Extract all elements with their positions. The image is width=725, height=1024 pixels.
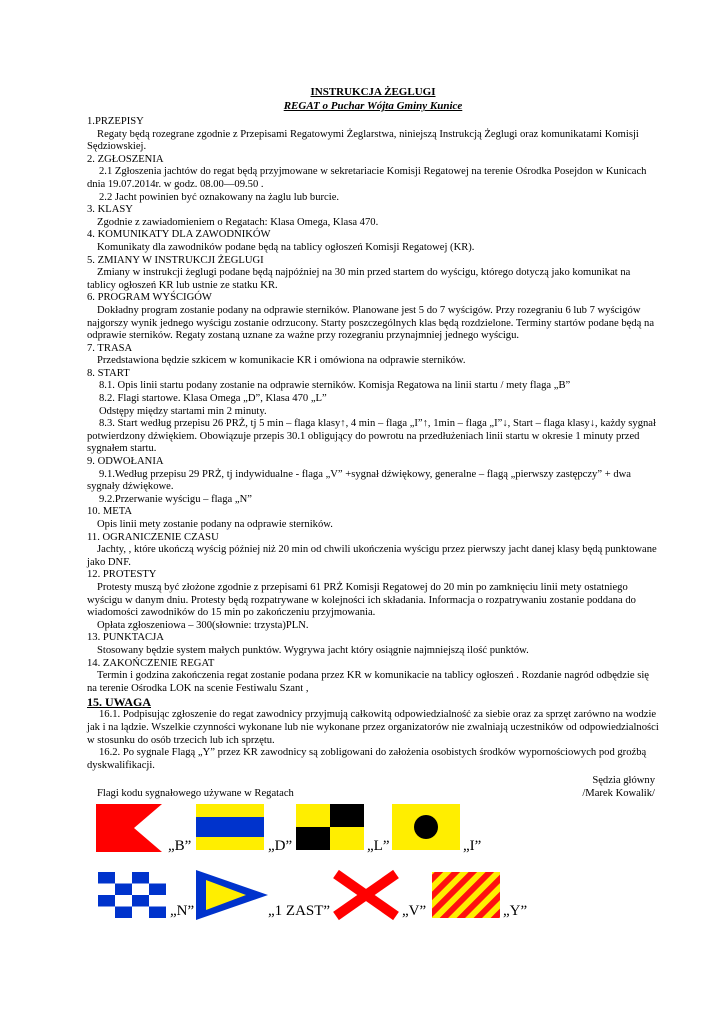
flag-label-d: „D”	[268, 838, 293, 854]
section-text: Opis linii mety zostanie podany na odprawie sterników.	[97, 519, 333, 530]
section-13	[87, 632, 659, 657]
section-heading: 10. META	[87, 506, 133, 518]
section-heading: 9. ODWOŁANIA	[87, 456, 164, 468]
flag-label-b: „B”	[168, 838, 192, 854]
flag-label-y: „Y”	[503, 903, 528, 919]
section-text: Zgodnie z zawiadomieniem o Regatach: Klasa Omega, Klasa 470.	[97, 216, 379, 228]
section-text: 8.3. Start według przepisu 26 PRŻ, tj 5 min – flaga klasy↑, 4 min – flaga „I”↑, 1min – flaga „I”↓, Start – flaga klasy↓, każdy sygnał potwierdzony dźwiękiem. Obowiązuje przepis 30.1 obligujący do powrotu na przedłużeniach linii startu w okresie 1 minuty przed sygnałem startu.	[87, 418, 656, 455]
flags-caption: Flagi kodu sygnałowego używane w Regatach	[97, 788, 294, 800]
section-heading: 15. UWAGA	[87, 695, 152, 710]
section-text: 9.1.Według przepisu 29 PRŻ, tj indywidualne - flaga „V” +sygnał dźwiękowy, generalne – flagą „pierwszy zastępczy” + dwa sygnały dźwiękowe.	[87, 468, 631, 493]
section-15	[87, 695, 659, 772]
section-7	[87, 343, 659, 368]
section-5	[87, 255, 659, 293]
section-heading: 14. ZAKOŃCZENIE REGAT	[87, 657, 215, 669]
section-text: 16.2. Po sygnale Flagą „Y” przez KR zawodnicy są zobligowani do założenia osobistych środków wypornościowych pod groźbą dyskwalifikacji.	[87, 747, 647, 771]
section-text: 2.1 Zgłoszenia jachtów do regat będą przyjmowane w sekretariacie Komisji Regatowej na terenie Ośrodka Posejdon w Kunicach dnia 19.07.2014r. w godz. 08.00—09.50 .	[87, 166, 647, 190]
section-text: 2.2 Jacht powinien być oznakowany na żaglu lub burcie.	[99, 191, 340, 203]
section-11	[87, 532, 659, 570]
section-text: Stosowany będzie system małych punktów. Wygrywa jacht który osiągnie najmniejszą ilość punktów.	[97, 644, 529, 656]
signature-role: Sędzia główny	[592, 775, 655, 787]
flag-n-icon	[98, 872, 166, 918]
flag-y-icon	[432, 872, 500, 918]
flag-first-substitute-icon	[196, 870, 268, 920]
section-2	[87, 154, 659, 204]
section-1	[87, 116, 659, 154]
document-subtitle: REGAT o Puchar Wójta Gminy Kunice	[283, 100, 463, 112]
section-heading: 5. ZMIANY W INSTRUKCJI ŻEGLUGI	[87, 254, 264, 266]
section-4	[87, 229, 659, 254]
signature-name: /Marek Kowalik/	[582, 788, 655, 800]
section-6	[87, 292, 659, 342]
document	[87, 86, 659, 813]
section-text: Przedstawiona będzie szkicem w komunikacie KR i omówiona na odprawie sterników.	[97, 355, 466, 367]
section-text: Zmiany w instrukcji żeglugi podane będą najpóźniej na 30 min przed startem do wyścigu, którego dotyczą jako komunikat na tablicy ogłoszeń KR lub ustnie ze statku KR.	[87, 267, 631, 291]
flag-label-l: „L”	[367, 838, 390, 854]
section-8	[87, 368, 659, 456]
section-12	[87, 569, 659, 632]
section-text: Opłata zgłoszeniowa – 300(słownie: trzysta)PLN.	[97, 619, 309, 631]
section-heading: 13. PUNKTACJA	[87, 632, 164, 644]
flag-label-first-substitute: „1 ZAST”	[268, 903, 331, 919]
section-heading: 2. ZGŁOSZENIA	[87, 153, 164, 165]
section-text: 8.2. Flagi startowe. Klasa Omega „D”, Klasa 470 „L”	[99, 393, 327, 405]
section-14	[87, 658, 659, 696]
flag-label-v: „V”	[402, 903, 427, 919]
section-9	[87, 456, 659, 506]
section-text: Termin i godzina zakończenia regat zostanie podana przez KR w komunikacie na tablicy ogłoszeń . Rozdanie nagród odbędzie się na terenie Ośrodka LOK na scenie Festiwalu Szant ,	[87, 670, 649, 694]
section-text: 16.1. Podpisując zgłoszenie do regat zawodnicy przyjmują całkowitą odpowiedzialność za siebie oraz za sprzęt zarówno na wodzie jak i na lądzie. Wszelkie czynności wykonane lub nie wykonane przez organizatorów nie zwalniają uczestników od odpowiedzialności w stosunku do osób trzecich lub ich sprzętu.	[87, 709, 659, 746]
section-text: Dokładny program zostanie podany na odprawie sterników. Planowane jest 5 do 7 wyścigów. Przy rozegraniu 6 lub 7 wyścigów najgorszy wynik jednego wyścigu zostanie odrzucony. Starty poszczególnych klas będą rozdzielone. Terminy startów podane będą na odprawie sterników. Regaty zostaną uznane za ważne przy rozegraniu przynajmniej jednego wyścigu.	[87, 304, 655, 342]
section-text: 9.2.Przerwanie wyścigu – flaga „N”	[99, 493, 252, 505]
section-heading: 8. START	[87, 367, 130, 379]
section-text: 8.1. Opis linii startu podany zostanie na odprawie sterników. Komisja Regatowa na linii startu / mety flaga „B”	[99, 380, 571, 392]
signature-block	[87, 775, 659, 813]
flag-label-n: „N”	[170, 903, 195, 919]
section-text: Protesty muszą być złożone zgodnie z przepisami 61 PRŻ Komisji Regatowej do 20 min po zamknięciu linii mety ostatniego wyścigu w danym dniu. Protesty będą rozpatrywane w kolejności ich składania. Informacja o rozpatrywaniu zostanie poddana do wiadomości zawodników do 15 min po zakończeniu przyjmowania.	[87, 581, 636, 619]
section-heading: 12. PROTESTY	[87, 569, 157, 581]
section-10	[87, 506, 659, 531]
section-text: Jachty, , które ukończą wyścig później niż 20 min od chwili ukończenia wyścigu przez pierwszy jacht danej klasy będą punktowane jako DNF.	[87, 544, 657, 568]
flag-v-icon	[332, 872, 400, 918]
section-heading: 6. PROGRAM WYŚCIGÓW	[87, 292, 212, 304]
section-heading: 3. KLASY	[87, 204, 133, 216]
section-heading: 7. TRASA	[87, 342, 133, 354]
flag-label-i: „I”	[463, 838, 482, 854]
section-heading: 1.PRZEPISY	[87, 116, 144, 127]
section-heading: 11. OGRANICZENIE CZASU	[87, 531, 219, 543]
section-text: Odstępy między startami min 2 minuty.	[99, 405, 267, 417]
document-title: INSTRUKCJA ŻEGLUGI	[310, 86, 436, 98]
section-3	[87, 204, 659, 229]
section-text: Komunikaty dla zawodników podane będą na tablicy ogłoszeń Komisji Regatowej (KR).	[97, 241, 475, 253]
section-text: Regaty będą rozegrane zgodnie z Przepisami Regatowymi Żeglarstwa, niniejszą Instrukcją Żeglugi oraz komunikatami Komisji Sędziowskiej.	[87, 128, 639, 153]
section-heading: 4. KOMUNIKATY DLA ZAWODNIKÓW	[87, 229, 271, 241]
